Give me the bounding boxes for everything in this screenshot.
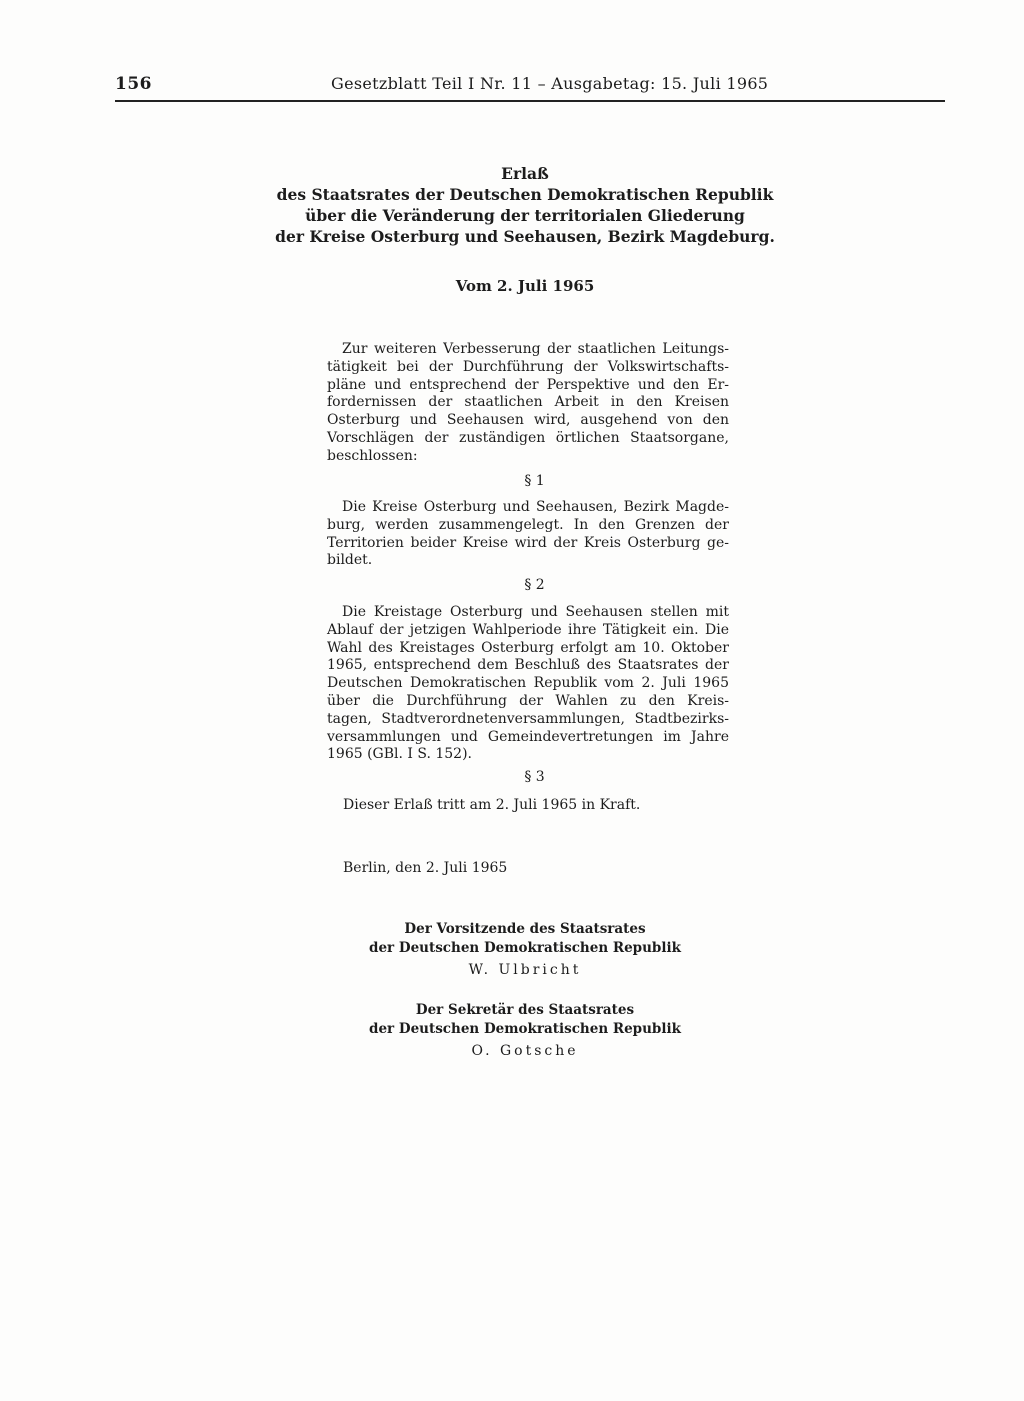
section-line: über die Durchführung der Wahlen zu den Kreis- (327, 692, 729, 709)
section-mark-3: § 3 (524, 769, 545, 785)
section-line: 1965 (GBl. I S. 152). (327, 746, 472, 763)
preamble-line: pläne und entsprechend der Perspektive und den Er- (327, 376, 729, 393)
decree-title (240, 163, 810, 247)
section-line: versammlungen und Gemeindevertretungen im Jahre (327, 728, 729, 745)
signature-block-secretary (240, 1001, 810, 1061)
preamble-line: fordernissen der staatlichen Arbeit in den Kreisen (327, 394, 729, 411)
title-line-3: über die Veränderung der territorialen Gliederung (305, 206, 745, 225)
preamble-line: Vorschlägen der zuständigen örtlichen Staatsorgane, (327, 429, 729, 446)
preamble-line: tätigkeit bei der Durchführung der Volkswirtschafts- (327, 358, 729, 375)
section-line: Deutschen Demokratischen Republik vom 2. Juli 1965 (327, 675, 729, 692)
preamble-line: beschlossen: (327, 447, 418, 464)
section-mark-2: § 2 (524, 577, 545, 593)
running-head: Gesetzblatt Teil I Nr. 11 – Ausgabetag: 15. Juli 1965 (331, 74, 769, 93)
section-line: 1965, entsprechend dem Beschluß des Staatsrates der (327, 657, 729, 674)
section-line: Die Kreise Osterburg und Seehausen, Bezirk Magde- (342, 499, 729, 515)
section-2-paragraph (327, 604, 729, 764)
preamble-paragraph (327, 341, 729, 466)
section-line: bildet. (327, 552, 373, 569)
section-1-paragraph (327, 499, 729, 570)
preamble-line: Zur weiteren Verbesserung der staatlichen Leitungs- (342, 341, 729, 357)
title-line-2: des Staatsrates der Deutschen Demokratischen Republik (276, 185, 774, 204)
decree-date: Vom 2. Juli 1965 (455, 277, 595, 295)
signature-block-chairman (240, 920, 810, 980)
title-line-1: Erlaß (501, 164, 549, 183)
place-and-date: Berlin, den 2. Juli 1965 (343, 860, 508, 876)
signatory-role: Der Vorsitzende des Staatsrates (404, 921, 646, 937)
section-line: burg, werden zusammengelegt. In den Grenzen der (327, 516, 729, 533)
signatory-role: Der Sekretär des Staatsrates (415, 1002, 635, 1018)
section-line: Die Kreistage Osterburg und Seehausen stellen mit (342, 604, 729, 620)
title-line-4: der Kreise Osterburg und Seehausen, Bezirk Magdeburg. (275, 227, 775, 246)
section-line: Ablauf der jetzigen Wahlperiode ihre Tätigkeit ein. Die (327, 621, 729, 638)
signatory-name: O. Gotsche (471, 1043, 579, 1059)
section-line: Territorien beider Kreise wird der Kreis Osterburg ge- (327, 534, 729, 551)
section-3-text: Dieser Erlaß tritt am 2. Juli 1965 in Kraft. (343, 797, 641, 813)
signatory-name: W. Ulbricht (468, 962, 582, 978)
header-rule (115, 100, 945, 102)
section-line: Wahl des Kreistages Osterburg erfolgt am 10. Oktober (327, 639, 729, 656)
page-number: 156 (115, 74, 152, 94)
section-mark-1: § 1 (524, 473, 545, 489)
signatory-role: der Deutschen Demokratischen Republik (369, 1021, 681, 1037)
section-line: tagen, Stadtverordnetenversammlungen, Stadtbezirks- (327, 710, 729, 727)
preamble-line: Osterburg und Seehausen wird, ausgehend von den (327, 412, 729, 429)
signatory-role: der Deutschen Demokratischen Republik (369, 940, 681, 956)
